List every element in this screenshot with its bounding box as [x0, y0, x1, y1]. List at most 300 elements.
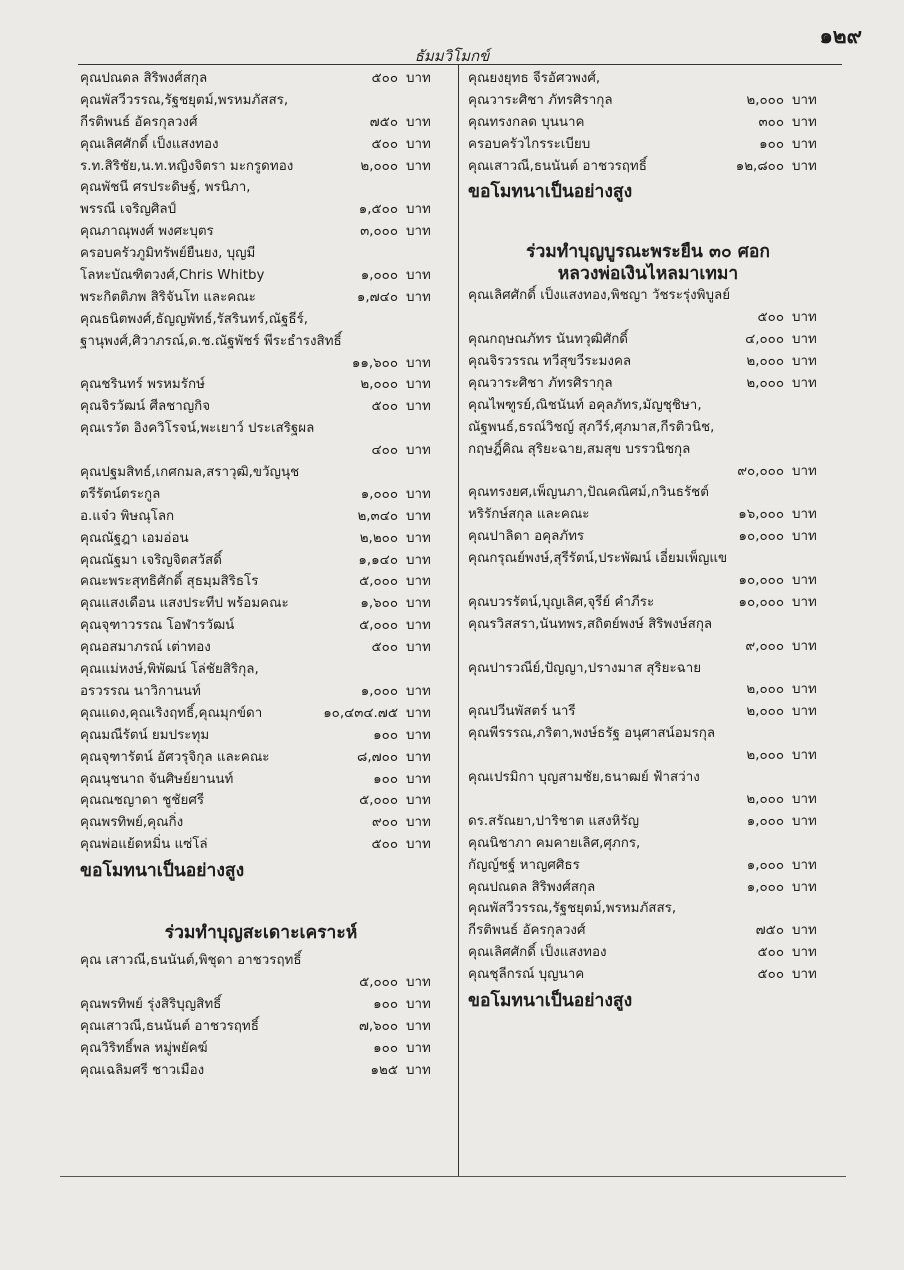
currency-unit: บาท	[792, 791, 817, 807]
donation-line	[80, 462, 442, 484]
donation-line	[468, 920, 828, 942]
donation-entry	[80, 659, 442, 703]
currency-unit: บาท	[792, 92, 817, 108]
donor-name: คุณเปรมิกา บุญสามชัย,ธนาฒย์ ฟ้าสว่าง	[468, 770, 700, 786]
donor-name: ณัฐพนธ์,ธรณ์วิชญ์ สุภวีร์,ศุภมาส,กีรติวนิช,	[468, 419, 715, 435]
spacer	[80, 886, 442, 922]
donation-line	[80, 950, 442, 972]
donor-name: โลหะบัณฑิตวงศ์,Chris Whitby	[80, 268, 265, 284]
currency-unit: บาท	[792, 376, 817, 392]
donation-amount: ๑๐,๐๐๐	[738, 529, 784, 545]
currency-unit: บาท	[406, 268, 431, 284]
donation-entry	[468, 811, 828, 833]
donation-amount: ๒,๐๐๐	[360, 377, 398, 393]
donation-line	[468, 570, 828, 592]
donation-amount: ๕๐๐	[371, 71, 398, 86]
donation-amount: ๑,๖๐๐	[360, 596, 398, 612]
donor-name: คุณเฉลิมศรี ชาวเมือง	[80, 1062, 205, 1078]
donor-name: คุณนุชนาถ จันศิษย์ยานนท์	[80, 771, 234, 787]
donation-line	[80, 725, 442, 747]
currency-unit: บาท	[792, 945, 817, 961]
donor-name: คุณพัสวีวรรณ,รัฐชยุตม์,พรหมภัสสร,	[80, 92, 289, 108]
donor-name: คุณอสมาภรณ์ เต่าทอง	[80, 640, 211, 656]
donation-entry	[80, 615, 442, 637]
donation-amount: ๑,๐๐๐	[360, 683, 398, 699]
donation-entry	[80, 462, 442, 506]
donation-entry	[80, 90, 442, 134]
donation-line	[468, 701, 828, 723]
spacer	[468, 207, 828, 241]
donor-name: คุณเสาวณี,ธนนันต์ อาชวรฤทธิ์	[468, 158, 647, 174]
donation-amount: ๕๐๐	[371, 399, 398, 415]
donation-amount: ๕,๐๐๐	[359, 618, 398, 634]
frame-top-rule	[78, 64, 842, 65]
donation-list	[468, 285, 828, 986]
currency-unit: บาท	[406, 355, 431, 371]
donor-name: คุณกฤษณภัทร นันทวุฒิศักดิ์	[468, 332, 629, 348]
donor-name: คณะพระสุทธิศักดิ์ สุธมฺมสิริธโร	[80, 574, 259, 590]
donation-entry	[468, 329, 828, 351]
donation-line	[80, 994, 442, 1016]
donation-amount: ๑,๐๐๐	[746, 879, 784, 895]
donation-amount: ๑๒๕	[370, 1062, 398, 1078]
donation-line	[80, 1060, 442, 1082]
donor-name: อ.แจ๋ว พิษณุโลก	[80, 508, 175, 524]
currency-unit: บาท	[406, 71, 431, 86]
donation-amount: ๑,๐๐๐	[746, 857, 784, 873]
currency-unit: บาท	[792, 332, 817, 348]
currency-unit: บาท	[792, 114, 817, 130]
donation-entry	[468, 351, 828, 373]
currency-unit: บาท	[406, 1062, 431, 1078]
currency-unit: บาท	[792, 923, 817, 939]
donor-name: คุณณชญาดา ชูชัยศรี	[80, 793, 205, 809]
donation-amount: ๕๐๐	[371, 640, 398, 656]
currency-unit: บาท	[792, 573, 817, 589]
donation-line	[468, 855, 828, 877]
donor-name: คุณวาระศิชา ภัทรศิรากุล	[468, 376, 613, 392]
donor-name: คุณจุฑาวรรณ โอฬารวัฒน์	[80, 618, 235, 634]
currency-unit: บาท	[406, 771, 431, 787]
donation-line	[468, 504, 828, 526]
donation-amount: ๒,๐๐๐	[746, 92, 784, 108]
currency-unit: บาท	[406, 815, 431, 831]
section-title-line-1: ร่วมทำบุญบูรณะพระยืน ๓๐ ศอก	[526, 242, 770, 263]
currency-unit: บาท	[792, 529, 817, 545]
donor-name: คุณเลิศศักดิ์ เป็งแสงทอง,พิชญา วัชระรุ่งพิบูลย์	[468, 288, 731, 304]
currency-unit: บาท	[406, 793, 431, 809]
donation-line	[468, 636, 828, 658]
donor-name: พระกิตติภพ สิริจันโท และคณะ	[80, 289, 256, 305]
donation-entry	[80, 812, 442, 834]
donation-amount: ๑,๐๐๐	[746, 813, 784, 829]
donation-line	[468, 134, 828, 156]
currency-unit: บาท	[406, 508, 431, 524]
donor-name: กีรติพนธ์ อัครกุลวงศ์	[468, 923, 586, 939]
donation-line	[80, 309, 442, 331]
donation-amount: ๗,๖๐๐	[358, 1018, 398, 1034]
donor-name: คุณปวีนพัสตร์ นารี	[468, 704, 576, 720]
donation-line	[468, 351, 828, 373]
donor-name: คุณปณดล สิริพงศ์สกุล	[80, 71, 208, 86]
donation-amount: ๑๐๐	[373, 1040, 398, 1056]
currency-unit: บาท	[406, 618, 431, 634]
donor-name: คุณพรทิพย์,คุณกิ่ง	[80, 815, 184, 831]
donation-amount: ๒,๒๐๐	[359, 530, 398, 546]
donation-line	[468, 329, 828, 351]
donation-amount: ๕๐๐	[371, 837, 398, 853]
donation-line	[468, 68, 828, 90]
donation-entry	[80, 1038, 442, 1060]
section-title-line-2: หลวงพ่อเงินไหลมาเทมา	[557, 264, 739, 285]
donation-line	[80, 156, 442, 178]
donation-line	[468, 548, 828, 570]
donation-line	[80, 703, 442, 725]
currency-unit: บาท	[406, 224, 431, 240]
donor-name: คุณชรินทร์ พรหมรักษ์	[80, 377, 205, 393]
donation-line	[468, 592, 828, 614]
donation-amount: ๕๐๐	[757, 310, 784, 326]
donor-name: ร.ท.สิริชัย,น.ท.หญิงจิตรา มะกรูดทอง	[80, 158, 294, 174]
donor-name: กีรติพนธ์ อัครกุลวงศ์	[80, 114, 198, 130]
donation-line	[468, 112, 828, 134]
donation-amount: ๑๐๐	[373, 727, 398, 743]
left-column	[80, 68, 442, 1081]
donation-line	[80, 134, 442, 156]
thanks-heading: ขอโมทนาเป็นอย่างสูง	[468, 182, 633, 203]
donor-name: คุณจิรวัฒน์ ศีลชาญกิจ	[80, 399, 211, 415]
donation-line	[80, 199, 442, 221]
donation-amount: ๕,๐๐๐	[359, 974, 398, 990]
donation-amount: ๒,๐๐๐	[746, 354, 784, 370]
donation-amount: ๑๐,๔๓๔.๗๕	[323, 705, 398, 721]
donation-line	[468, 482, 828, 504]
right-column	[468, 68, 828, 1016]
donation-amount: ๕,๐๐๐	[359, 574, 398, 590]
donation-entry	[80, 506, 442, 528]
donation-line	[80, 287, 442, 309]
donation-entry	[80, 177, 442, 221]
donation-line	[468, 745, 828, 767]
donation-amount: ๓,๐๐๐	[360, 224, 398, 240]
donation-amount: ๒,๐๐๐	[746, 682, 784, 698]
donation-line	[80, 972, 442, 994]
donation-amount: ๑๐,๐๐๐	[738, 573, 784, 589]
donation-line	[468, 833, 828, 855]
donation-amount: ๒,๓๔๐	[357, 508, 398, 524]
currency-unit: บาท	[406, 1018, 431, 1034]
donation-entry	[80, 68, 442, 90]
donation-line	[80, 506, 442, 528]
donation-line	[468, 898, 828, 920]
donation-entry	[80, 156, 442, 178]
donation-line	[80, 265, 442, 287]
donation-line	[80, 221, 442, 243]
currency-unit: บาท	[792, 879, 817, 895]
donation-line	[468, 789, 828, 811]
donation-line	[468, 285, 828, 307]
currency-unit: บาท	[406, 705, 431, 721]
donor-name: คุณยงยุทธ จีรอัศวพงศ์,	[468, 71, 601, 86]
donor-name: คุณปารวณีย์,ปัญญา,ปรางมาส สุริยะฉาย	[468, 660, 702, 676]
donation-amount: ๗๕๐	[755, 923, 784, 939]
donation-amount: ๑,๕๐๐	[358, 202, 398, 218]
donation-line	[80, 637, 442, 659]
donation-line	[80, 659, 442, 681]
currency-unit: บาท	[406, 574, 431, 590]
donation-line	[468, 395, 828, 417]
donation-entry	[468, 68, 828, 112]
donor-name: คุณเรวัต อิงควิโรจน์,พะเยาว์ ประเสริฐผล	[80, 421, 315, 437]
donation-line	[80, 550, 442, 572]
donation-amount: ๗๕๐	[369, 114, 398, 130]
donation-entry	[80, 571, 442, 593]
donation-line	[468, 526, 828, 548]
donation-line	[468, 156, 828, 178]
donor-name: คุณพัชนี ศรประดิษฐ์, พรนิภา,	[80, 180, 251, 196]
donation-entry	[468, 112, 828, 134]
donation-line	[80, 834, 442, 856]
currency-unit: บาท	[406, 114, 431, 130]
donation-entry	[80, 834, 442, 856]
donation-entry	[80, 950, 442, 994]
donor-name: คุณวาระศิชา ภัทรศิรากุล	[468, 92, 613, 108]
donation-line	[468, 373, 828, 395]
currency-unit: บาท	[792, 136, 817, 152]
donation-entry	[80, 994, 442, 1016]
donation-amount: ๑๑,๖๐๐	[351, 355, 398, 371]
donation-entry	[80, 769, 442, 791]
donation-amount: ๒,๐๐๐	[746, 376, 784, 392]
donation-entry	[468, 395, 828, 483]
donation-amount: ๔,๐๐๐	[745, 332, 784, 348]
donation-amount: ๕๐๐	[757, 967, 784, 983]
donation-line	[80, 331, 442, 353]
donation-entry	[80, 528, 442, 550]
donor-name: คุณกรุณย์พงษ์,สุรีรัตน์,ประพัฒน์ เอี่ยมเพ็ญแข	[468, 551, 728, 567]
currency-unit: บาท	[406, 377, 431, 393]
donation-list	[80, 68, 442, 856]
donation-entry	[468, 723, 828, 767]
donation-line	[468, 417, 828, 439]
donation-entry	[468, 964, 828, 986]
donor-name: คุณไพฑูรย์,ณิชนันท์ อคุลภัทร,มัญชุชิษา,	[468, 397, 702, 413]
donation-amount: ๒,๐๐๐	[746, 704, 784, 720]
donor-name: ฐานุพงศ์,ศิวาภรณ์,ด.ช.ณัฐพัชร์ พีระธำรงสิทธิ์	[80, 333, 342, 349]
donation-line	[80, 571, 442, 593]
donation-entry	[468, 134, 828, 156]
thanks-heading: ขอโมทนาเป็นอย่างสูง	[80, 861, 245, 882]
donation-amount: ๑๐๐	[373, 771, 398, 787]
donation-entry	[80, 747, 442, 769]
donor-name: คุณชุลีกรณ์ บุญนาค	[468, 967, 585, 983]
section-title: ร่วมทำบุญสะเดาะเคราะห์	[164, 923, 358, 944]
donation-entry	[468, 614, 828, 658]
donor-name: อรวรรณ นาวิกานนท์	[80, 683, 201, 699]
currency-unit: บาท	[406, 727, 431, 743]
donation-line	[468, 811, 828, 833]
donation-line	[80, 90, 442, 112]
currency-unit: บาท	[792, 463, 817, 479]
donor-name: พรรณี เจริญศิลป์	[80, 202, 177, 218]
donor-name: คุณเลิศศักดิ์ เป็งแสงทอง	[80, 136, 219, 152]
currency-unit: บาท	[406, 399, 431, 415]
running-header: ธัมมวิโมกข์	[414, 47, 490, 65]
donation-line	[80, 440, 442, 462]
donor-name: คุณทรงกลด บุนนาค	[468, 114, 585, 130]
donation-entry	[80, 396, 442, 418]
donation-entry	[468, 592, 828, 614]
donation-line	[468, 90, 828, 112]
currency-unit: บาท	[792, 158, 817, 174]
donation-entry	[468, 482, 828, 526]
currency-unit: บาท	[406, 443, 431, 459]
donation-entry	[80, 790, 442, 812]
donor-name: คุณ เสาวณี,ธนนันต์,พิชุดา อาชวรฤทธิ์	[80, 953, 302, 969]
donation-amount: ๑,๗๔๐	[356, 289, 398, 305]
currency-unit: บาท	[406, 596, 431, 612]
donation-line	[80, 812, 442, 834]
donation-entry	[468, 548, 828, 592]
donation-amount: ๔๐๐	[371, 443, 398, 459]
donor-name: คุณนิชาภา คมคายเลิศ,ศุภกร,	[468, 835, 641, 851]
donation-entry	[80, 418, 442, 462]
donation-line	[468, 767, 828, 789]
donation-line	[80, 615, 442, 637]
donor-name: คุณปฐมสิทธ์,เกศกมล,สราวุฒิ,ขวัญนุช	[80, 465, 300, 481]
currency-unit: บาท	[406, 202, 431, 218]
donor-name: คุณรวิสสรา,นันทพร,สถิตย์พงษ์ สิริพงษ์สกุล	[468, 616, 713, 632]
currency-unit: บาท	[406, 996, 431, 1012]
donation-line	[468, 679, 828, 701]
donor-name: ดร.สรัณยา,ปาริชาต แสงหิรัญ	[468, 813, 640, 829]
donation-line	[468, 614, 828, 636]
currency-unit: บาท	[406, 640, 431, 656]
donation-amount: ๑๖,๐๐๐	[738, 507, 784, 523]
currency-unit: บาท	[406, 749, 431, 765]
donation-entry	[468, 373, 828, 395]
donation-line	[80, 790, 442, 812]
donation-line	[80, 528, 442, 550]
donation-entry	[468, 767, 828, 811]
donor-name: คุณเลิศศักดิ์ เป็งแสงทอง	[468, 945, 607, 961]
donation-amount: ๕,๐๐๐	[359, 793, 398, 809]
donation-line	[468, 942, 828, 964]
currency-unit: บาท	[406, 530, 431, 546]
donation-amount: ๙๐,๐๐๐	[737, 463, 784, 479]
donation-line	[468, 461, 828, 483]
donation-amount: ๒,๐๐๐	[360, 158, 398, 174]
donation-entry	[468, 898, 828, 942]
donor-name: คุณพัสวีวรรณ,รัฐชยุตม์,พรหมภัสสร,	[468, 901, 677, 917]
donation-line	[80, 177, 442, 199]
donation-line	[80, 593, 442, 615]
donor-name: คุณณัฐฎา เอมอ่อน	[80, 530, 189, 546]
currency-unit: บาท	[792, 748, 817, 764]
frame-bottom-rule	[60, 1176, 846, 1177]
donor-name: คุณภาณุพงศ์ พงศะบุตร	[80, 224, 214, 240]
donor-name: คุณจุฑารัตน์ อัศวรุจิกุล และคณะ	[80, 749, 270, 765]
donation-entry	[80, 221, 442, 243]
donor-name: คุณแดง,คุณเริงฤทธิ์,คุณมุกข์ดา	[80, 705, 263, 721]
donor-name: คุณบวรรัตน์,บุญเลิศ,จุรีย์ คำภีระ	[468, 594, 655, 610]
donation-entry	[80, 637, 442, 659]
donation-entry	[468, 658, 828, 702]
donor-name: ครอบครัวไกรระเบียบ	[468, 136, 591, 152]
currency-unit: บาท	[406, 837, 431, 853]
donation-line	[80, 68, 442, 90]
donation-amount: ๑๐๐	[373, 996, 398, 1012]
donor-name: คุณปาลิดา อคุลภัทร	[468, 529, 585, 545]
currency-unit: บาท	[792, 594, 817, 610]
donation-amount: ๙,๐๐๐	[745, 638, 784, 654]
donor-name: คุณณัฐมา เจริญจิตสวัสดิ์	[80, 552, 222, 568]
donation-list	[80, 950, 442, 1081]
currency-unit: บาท	[406, 1040, 431, 1056]
donor-name: คุณแสงเดือน แสงประทีป พร้อมคณะ	[80, 596, 289, 612]
donation-entry	[80, 134, 442, 156]
donation-amount: ๕๐๐	[371, 136, 398, 152]
donation-entry	[80, 1016, 442, 1038]
donation-line	[80, 1016, 442, 1038]
donation-line	[80, 418, 442, 440]
donation-line	[80, 396, 442, 418]
donation-amount: ๒,๐๐๐	[746, 748, 784, 764]
donor-name: คุณธนิตพงศ์,ธัญญพัทธ์,รัสรินทร์,ณัฐธีร์,	[80, 311, 309, 327]
donor-name: คุณแม่หงษ์,พิพัฒน์ โล่ชัยสิริกุล,	[80, 662, 259, 678]
donation-entry	[80, 374, 442, 396]
donor-name: กัญญ์ชฐ์ หาญศศิธร	[468, 857, 580, 873]
donation-line	[80, 681, 442, 703]
donation-entry	[80, 550, 442, 572]
currency-unit: บาท	[406, 158, 431, 174]
donation-line	[80, 112, 442, 134]
donation-amount: ๓๐๐	[758, 114, 784, 130]
donation-entry	[80, 309, 442, 375]
donation-line	[468, 964, 828, 986]
donation-line	[80, 353, 442, 375]
currency-unit: บาท	[792, 507, 817, 523]
donation-line	[468, 658, 828, 680]
currency-unit: บาท	[792, 310, 817, 326]
currency-unit: บาท	[406, 974, 431, 990]
donor-name: คุณพ่อแย้ดหมิ่น แซ่โล่	[80, 837, 208, 853]
donation-amount: ๑,๑๔๐	[358, 552, 398, 568]
donation-amount: ๒,๐๐๐	[746, 791, 784, 807]
donation-list	[468, 68, 828, 177]
donation-entry	[468, 526, 828, 548]
currency-unit: บาท	[792, 857, 817, 873]
donation-line	[80, 374, 442, 396]
donation-line	[468, 877, 828, 899]
currency-unit: บาท	[406, 486, 431, 502]
currency-unit: บาท	[406, 136, 431, 152]
donation-amount: ๘,๗๐๐	[356, 749, 398, 765]
currency-unit: บาท	[406, 683, 431, 699]
donation-amount: ๕๐๐	[757, 945, 784, 961]
thanks-heading: ขอโมทนาเป็นอย่างสูง	[468, 990, 633, 1011]
donation-entry	[468, 285, 828, 329]
donation-entry	[80, 287, 442, 309]
currency-unit: บาท	[792, 704, 817, 720]
donation-amount: ๙๐๐	[371, 815, 398, 831]
donor-name: คุณวิริทธิ์พล หมู่พยัคฆ์	[80, 1040, 208, 1056]
donation-amount: ๑๒,๘๐๐	[735, 158, 784, 174]
donation-entry	[468, 833, 828, 877]
column-divider	[458, 64, 459, 1176]
donation-line	[80, 484, 442, 506]
donation-line	[80, 747, 442, 769]
